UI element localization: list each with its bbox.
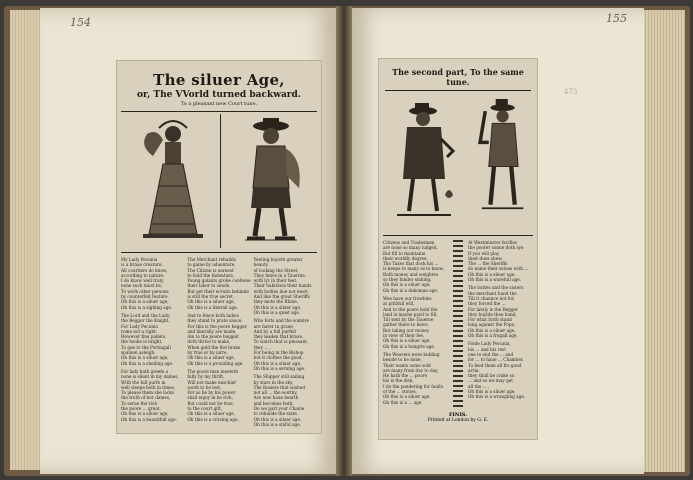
verse-line: I do know well truly,	[121, 278, 165, 284]
verse-line: Oh this is a wrangling age.	[468, 394, 526, 400]
verse-line: to the court gift,	[187, 406, 223, 412]
verse-line: they buylde thee hand,	[468, 311, 517, 317]
stanza	[121, 369, 184, 422]
verse-line: Will not make mischief	[187, 379, 236, 385]
verse-line: the poorer sonne doth sye	[468, 245, 524, 251]
woodcut-gentleman	[225, 116, 315, 246]
verse-line: and becomes both,	[253, 400, 294, 406]
verse-line: Yeeting buyeth greater beauty	[253, 257, 303, 268]
verse-line: However fine pallets,	[121, 334, 167, 340]
left-page	[40, 8, 336, 474]
verse-line: For lately is the Begger	[468, 306, 518, 312]
verse-line: If you will play	[468, 250, 500, 256]
stanza	[254, 257, 317, 315]
verse-line: Fonle Lady Pecunia,	[468, 341, 511, 347]
verse-column	[383, 240, 448, 408]
verse-line: Young galants grobe confesse	[187, 278, 251, 284]
verse-line: But could not be true,	[187, 400, 234, 406]
verse-line: to rebuilde the state,	[253, 411, 299, 417]
verse-line: none is silent in my dames,	[121, 374, 179, 380]
second-part-heading: The second part, To the same tune.	[385, 67, 531, 91]
verse-line: For being in the Bishop	[253, 350, 304, 356]
verse-line: Oh this is a frugall age.	[468, 333, 518, 339]
verse-line: and liberally are made,	[187, 328, 237, 334]
verse-line: shall enjoy in be rich,	[187, 395, 233, 401]
verse-line: so they hinder sinking,	[383, 277, 432, 283]
verse-line: Oh this is a craving age.	[187, 416, 239, 422]
verse-line: Oh this is a siluer age,	[121, 299, 169, 305]
verse-line: Their wants some sold	[383, 362, 431, 368]
verse-line: For Lady Pecunia	[121, 323, 158, 329]
verse-line: Oh this is a siluer age,	[187, 411, 235, 417]
folio-right: 155	[606, 12, 627, 25]
stanza	[383, 296, 448, 349]
verse-line: are fairer in graue,	[253, 323, 295, 329]
verse-line: And by a full purfed	[253, 328, 296, 334]
verse-line: Oh this is a siluer age,	[121, 355, 169, 361]
verse-line: For as he by his power	[187, 390, 236, 396]
verse-line: doth thrive to make,	[187, 339, 231, 345]
verse-line: Till it chaunce not for,	[468, 295, 515, 301]
verse-line: Are now haue bearth	[253, 395, 299, 401]
woodcut-divider	[220, 114, 221, 248]
verse-line: Oh this is a siluer age,	[253, 416, 302, 422]
verse-line: The Citizen is earnest	[187, 267, 234, 273]
stanza	[254, 374, 317, 427]
stanza	[468, 285, 533, 338]
verse-line: is a braue creature,	[121, 262, 163, 268]
verse-line: the Begger the Knight,	[121, 318, 170, 324]
verse-line: do name their selues with ...	[468, 266, 529, 272]
verse-line: the hooke is bright,	[121, 339, 163, 345]
stanza	[468, 341, 533, 399]
verse-line: The poore man meeteth	[187, 368, 239, 374]
ballad-tune: To a pleasant new Court tune.	[180, 101, 258, 107]
verse-line: gather there to leave,	[383, 322, 430, 328]
verse-line: Oh this is a siluer age,	[383, 338, 431, 344]
verse-line: Citizens and Tradesmen	[383, 240, 435, 245]
stanza	[468, 240, 533, 282]
verse-line: For lady hath greefe a	[121, 368, 169, 374]
verse-line: Oh this is a siluer age,	[383, 394, 431, 400]
verse-line: with lyt in their feet,	[253, 278, 298, 284]
verse-line: their worldly degree,	[383, 255, 428, 261]
verse-line: Oh this is a dukoman age.	[383, 287, 439, 293]
verse-line: the poore ... great.	[121, 406, 161, 412]
verse-line: Oh this is a sheiling age.	[121, 360, 174, 366]
verse-line: The Shipper still sailing	[253, 374, 305, 380]
woodcut-panel	[121, 111, 317, 253]
verse-line: beside to be done,	[383, 357, 422, 363]
verse-line: Oh this is a siluer age,	[121, 411, 169, 417]
verse-columns-right	[383, 240, 533, 408]
verse-line: Oh this is a siluer age,	[383, 282, 431, 288]
verse-line: Oh this is a seruing age.	[253, 365, 306, 371]
verse-line: spanien asleigh.	[121, 350, 156, 356]
verse-line: they shall be crake so	[468, 373, 515, 379]
verse-line: is keepe to many as to know,	[383, 266, 444, 272]
woodcut-hatted-man	[465, 99, 535, 229]
verse-line: they ... ,	[253, 344, 271, 350]
verse-line: are many from day to day,	[383, 367, 439, 373]
ornamental-column-rule	[453, 240, 463, 408]
verse-line: For this is the poore begger,	[187, 323, 248, 329]
verse-line: The Lord and the Lady,	[121, 312, 171, 318]
verse-line: his ... and his rest	[468, 346, 506, 352]
stanza	[383, 352, 448, 405]
verse-line: My Lady Pecunia	[121, 257, 158, 262]
verse-line: Oh this is a hungrie age.	[383, 343, 436, 349]
verse-line: to hold the Indenture,	[187, 272, 235, 278]
verse-line: long against the Pope,	[468, 322, 516, 328]
verse-line: according to nature;	[121, 272, 165, 278]
right-page	[352, 8, 644, 474]
verse-line: And like the great Sheriffs	[253, 294, 310, 300]
verse-line: Oh this is a siluer age,	[468, 389, 516, 395]
ballad-second-part	[378, 58, 538, 440]
verse-line: Do we part your Chaine	[253, 406, 305, 412]
verse-line: but it clothes the good,	[253, 355, 303, 361]
stanza	[121, 313, 184, 366]
verse-line: of the ... stones,	[383, 389, 417, 395]
verse-line: The ... the Sheriffs	[468, 261, 508, 267]
verse-line: land is maybe payd to fill,	[383, 311, 438, 317]
verse-line: Oh this is a siluer age,	[253, 360, 302, 366]
verse-line: Oh this is a siluer age,	[468, 271, 516, 277]
verse-line: With the full purfe in	[121, 379, 166, 385]
verse-line: are none so many iudged,	[383, 245, 438, 251]
verse-line: The Merchant rebuilds	[187, 257, 237, 262]
stanza	[187, 369, 250, 422]
verse-line: well sleepe both in times,	[121, 384, 176, 390]
woodcut-cloaked-man	[387, 99, 459, 229]
verse-line: Till sent by the Tauerne	[383, 317, 434, 323]
verse-line: When gold the fire brake	[187, 344, 241, 350]
stanza	[187, 257, 250, 310]
verse-line: To feed them all fro good arrie,	[468, 362, 522, 373]
verse-line: And to fence both ladies	[187, 312, 239, 318]
woodcut-lady	[129, 116, 217, 246]
verse-line: Oh this is a siluer age,	[253, 304, 302, 310]
verse-line: For what forth stand	[468, 317, 512, 323]
stanza	[121, 257, 184, 310]
verse-line: they leaden that braue,	[253, 334, 304, 340]
woodcut-panel-right	[383, 95, 533, 236]
stanza	[254, 318, 317, 371]
verse-column	[187, 257, 250, 430]
page-edges-right	[640, 10, 685, 472]
verse-column	[468, 240, 533, 408]
verse-line: Oh this is a liberall age.	[187, 304, 238, 310]
verse-line: his is the dish,	[383, 378, 414, 384]
verse-column	[254, 257, 317, 430]
verse-line: their labor to sende,	[187, 283, 231, 289]
verse-line: But get their ecrutis behinde	[187, 288, 249, 294]
ballad-title: The siluer Age,	[153, 71, 285, 89]
verse-line: all the ... ,	[468, 383, 490, 389]
verse-line: The buttes and the sisters	[468, 285, 524, 291]
verse-line: All courtiers do know,	[121, 267, 168, 273]
verse-line: At Westminster fecifies	[468, 240, 518, 245]
verse-line: Oh this is a sighing age.	[121, 304, 173, 310]
verse-line: with bodies liue not meet,	[253, 288, 309, 294]
verse-line: they stand to prate sauce,	[187, 318, 243, 324]
verse-line: Oh this is a warefull age.	[468, 277, 522, 283]
verse-line: And to the poore hold the	[383, 306, 438, 312]
verse-line: the truth of her dames,	[121, 395, 171, 401]
verse-line: Their habitions their hands	[253, 283, 312, 289]
verse-line: by true or by iarre,	[187, 350, 228, 356]
stanza	[383, 240, 448, 293]
verse-line: I do the pondering for faults	[383, 383, 444, 389]
verse-line: To serue the rich	[121, 400, 158, 406]
verse-line: They fence in a Tauerne,	[253, 272, 307, 278]
verse-line: To work other persons	[121, 288, 169, 294]
verse-line: Oh this is a ... age.	[383, 399, 423, 405]
verse-line: not all ... the worthy,	[253, 390, 298, 396]
verse-line: at pittifull will,	[383, 301, 415, 307]
verse-line: Oh this is a siluer age,	[187, 355, 235, 361]
verse-line: ... and so we may get	[468, 378, 513, 384]
ballad-silver-age	[116, 60, 322, 434]
verse-line: is still the true secret.	[187, 294, 235, 300]
verse-line: Oh this is a beautifull age.	[121, 416, 177, 422]
verse-line: Oh this is a prouiding age.	[187, 360, 244, 366]
verse-line: of looking the Street,	[253, 267, 299, 273]
verse-line: Oh this is a siluer age,	[187, 299, 235, 305]
verse-line: to gaine by aduenture,	[187, 262, 236, 268]
verse-line: Tho Taxes that dock his ...	[383, 261, 439, 267]
verse-column	[121, 257, 184, 430]
stanza	[187, 313, 250, 366]
verse-line: by counterfeit feature.	[121, 294, 169, 300]
verse-line: for ... to haue ... Chamber,	[468, 357, 524, 363]
book-gutter	[336, 6, 352, 476]
folio-left: 154	[70, 16, 91, 29]
pencil-mark: 473	[564, 88, 578, 96]
verse-line: He hath the ... poore	[383, 373, 428, 379]
verse-line: they forced the ...	[468, 301, 506, 307]
verse-line: one to end the ... and	[468, 351, 514, 357]
verse-line: rome not a right:	[121, 328, 158, 334]
verse-line: To watch that is pleasant,	[253, 339, 309, 345]
verse-line: the merchant hand the	[468, 290, 517, 296]
verse-line: Wee have our frowbles	[383, 295, 432, 301]
verse-line: by stars in the sky,	[253, 379, 294, 385]
ballad-subtitle: or, The VVorld turned backward.	[137, 90, 301, 100]
verse-line: To goe to the Portingall	[121, 344, 171, 350]
verse-line: Am to the poore beggeit	[187, 334, 239, 340]
verse-line: they mote the Rhine,	[253, 299, 299, 305]
verse-columns	[121, 257, 317, 430]
verse-line: in view of their fee,	[383, 333, 425, 339]
verse-line: Oh this is a sinful age.	[253, 421, 302, 427]
verse-line: But fill to maintaine	[383, 250, 426, 256]
verse-line: To please them she lacks	[121, 390, 174, 396]
printer-imprint: Printed at London by G. E.	[427, 417, 489, 423]
finis-label: FINIS.	[449, 411, 467, 418]
verse-line: Who forts and the sombre	[253, 318, 309, 324]
verse-line: But taking our money	[383, 327, 430, 333]
verse-line: Oh this is a quiet age.	[253, 309, 301, 315]
verse-line: Oh this is a siluer age,	[468, 327, 516, 333]
verse-line: The Weavers were bidding	[383, 351, 440, 357]
verse-line: Both money and weightes	[383, 271, 438, 277]
verse-line: The Rosiers that wished	[253, 384, 305, 390]
verse-line: none such must be,	[121, 283, 163, 289]
verse-line: their dues shew,	[468, 255, 503, 261]
verse-line: fully by my thrift,	[187, 374, 225, 380]
verse-line: sooth to be lost,	[187, 384, 222, 390]
